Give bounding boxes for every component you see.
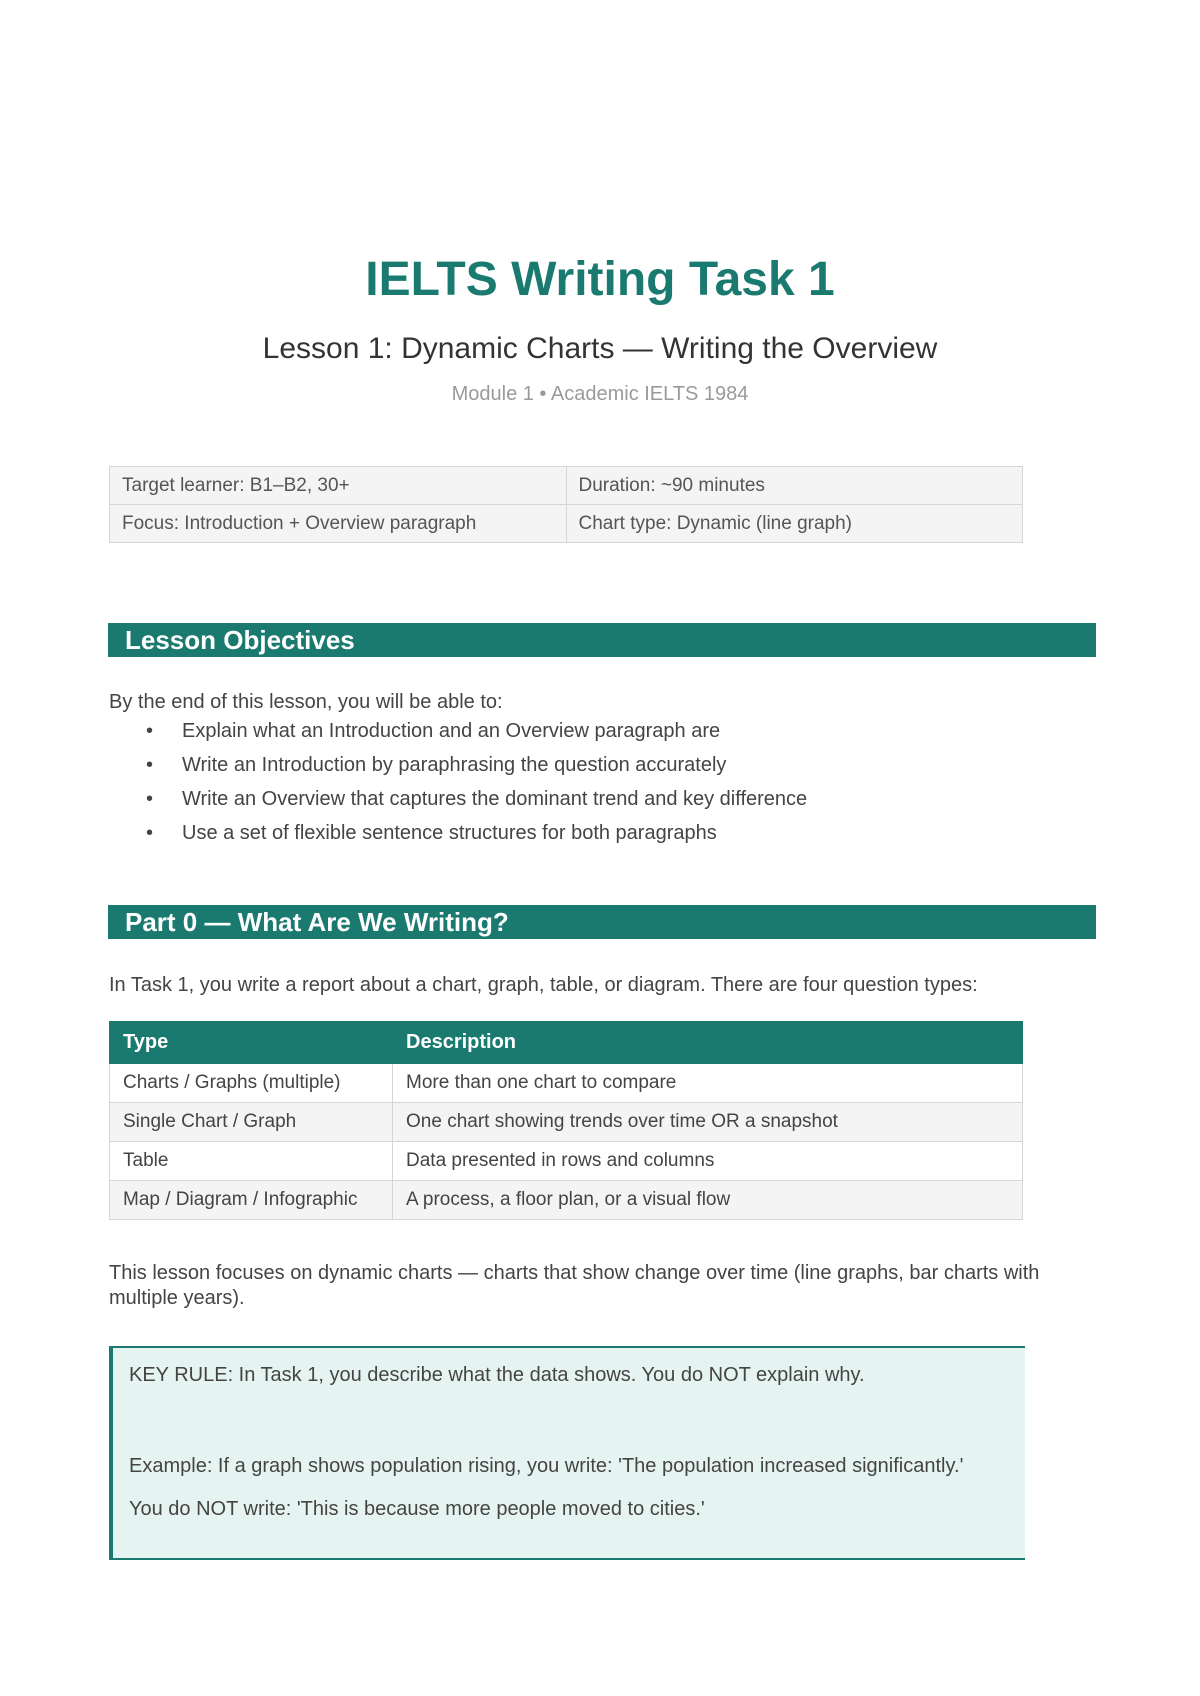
type-cell: Map / Diagram / Infographic bbox=[110, 1181, 393, 1220]
lesson-meta-table bbox=[109, 466, 1023, 543]
section-heading-objectives: Lesson Objectives bbox=[108, 623, 1096, 657]
description-cell: Data presented in rows and columns bbox=[393, 1142, 1023, 1181]
objectives-list bbox=[109, 714, 807, 850]
list-item bbox=[109, 782, 807, 816]
meta-duration: Duration: ~90 minutes bbox=[566, 467, 1023, 505]
objective-text: Write an Overview that captures the dominant trend and key difference bbox=[182, 788, 808, 810]
column-header-description: Description bbox=[393, 1022, 1023, 1064]
type-cell: Single Chart / Graph bbox=[110, 1103, 393, 1142]
column-header-type: Type bbox=[110, 1022, 393, 1064]
objective-text: Explain what an Introduction and an Overview paragraph are bbox=[182, 720, 721, 742]
table-row bbox=[110, 1103, 1023, 1142]
description-cell: A process, a floor plan, or a visual flow bbox=[393, 1181, 1023, 1220]
objective-text: Use a set of flexible sentence structures for both paragraphs bbox=[182, 822, 717, 844]
document-title: IELTS Writing Task 1 bbox=[365, 253, 835, 306]
meta-focus: Focus: Introduction + Overview paragraph bbox=[110, 505, 567, 543]
list-item bbox=[109, 714, 807, 748]
type-cell: Table bbox=[110, 1142, 393, 1181]
bullet-icon: • bbox=[146, 754, 154, 776]
description-cell: More than one chart to compare bbox=[393, 1064, 1023, 1103]
module-line: Module 1 • Academic IELTS 1984 bbox=[451, 383, 749, 405]
key-rule-counterexample: You do NOT write: 'This is because more people moved to cities.' bbox=[129, 1498, 705, 1520]
meta-chart-type: Chart type: Dynamic (line graph) bbox=[566, 505, 1023, 543]
section-heading-part0: Part 0 — What Are We Writing? bbox=[108, 905, 1096, 939]
list-item bbox=[109, 748, 807, 782]
meta-target-learner: Target learner: B1–B2, 30+ bbox=[110, 467, 567, 505]
lesson-subtitle: Lesson 1: Dynamic Charts — Writing the Overview bbox=[262, 332, 938, 365]
table-header-row bbox=[110, 1022, 1023, 1064]
bullet-icon: • bbox=[146, 720, 154, 742]
key-rule-example: Example: If a graph shows population rising, you write: 'The population increased significantly.' bbox=[129, 1455, 964, 1477]
list-item bbox=[109, 816, 807, 850]
question-types-table bbox=[109, 1021, 1023, 1220]
meta-row bbox=[110, 505, 1023, 543]
type-cell: Charts / Graphs (multiple) bbox=[110, 1064, 393, 1103]
bullet-icon: • bbox=[146, 822, 154, 844]
table-row bbox=[110, 1064, 1023, 1103]
key-rule-callout bbox=[109, 1346, 1025, 1560]
table-row bbox=[110, 1142, 1023, 1181]
meta-row bbox=[110, 467, 1023, 505]
bullet-icon: • bbox=[146, 788, 154, 810]
description-cell: One chart showing trends over time OR a snapshot bbox=[393, 1103, 1023, 1142]
focus-note: This lesson focuses on dynamic charts — charts that show change over time (line graphs, bar charts with multiple years). bbox=[109, 1262, 1040, 1309]
part0-intro: In Task 1, you write a report about a chart, graph, table, or diagram. There are four question types: bbox=[109, 974, 978, 996]
table-row bbox=[110, 1181, 1023, 1220]
key-rule-text: KEY RULE: In Task 1, you describe what the data shows. You do NOT explain why. bbox=[129, 1364, 865, 1386]
objectives-intro: By the end of this lesson, you will be able to: bbox=[109, 691, 503, 713]
objective-text: Write an Introduction by paraphrasing the question accurately bbox=[182, 754, 727, 776]
